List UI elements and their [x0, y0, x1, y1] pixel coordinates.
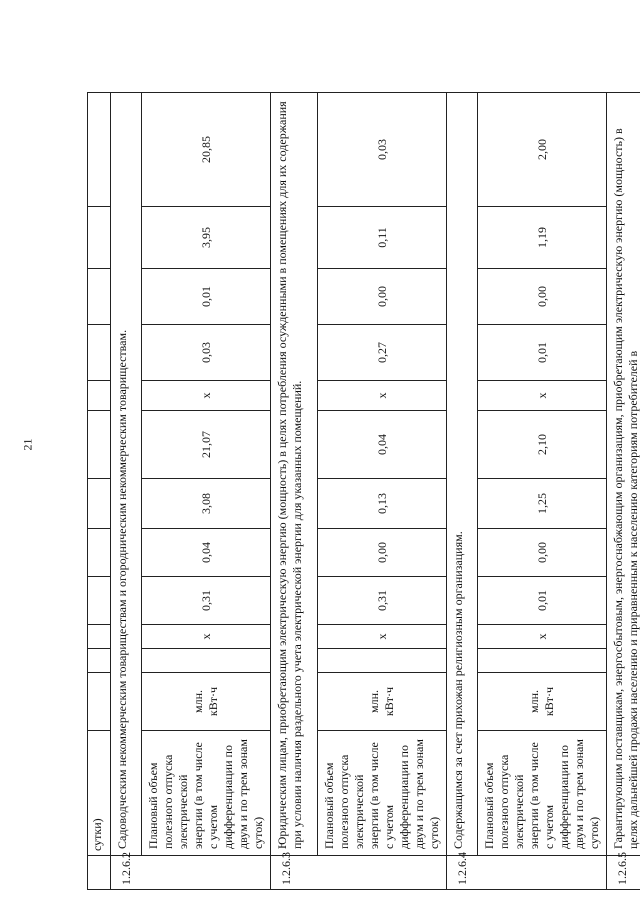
value-cell: 0,13 — [318, 479, 447, 529]
table-row — [318, 93, 447, 890]
value-cell: 0,00 — [318, 529, 447, 577]
value-cell — [318, 649, 447, 673]
value-cell: 0,01 — [478, 325, 607, 381]
section-code: 1.2.6.2 — [111, 856, 271, 890]
value-cell: 3,08 — [142, 479, 271, 529]
value-cell: х — [478, 625, 607, 649]
table-row — [111, 93, 142, 890]
value-cell: 0,27 — [318, 325, 447, 381]
value-cell: 0,04 — [318, 411, 447, 479]
table-row — [478, 93, 607, 890]
value-cell: 0,31 — [142, 577, 271, 625]
section-code: 1.2.6.5 — [607, 856, 640, 890]
section-caption: Юридическим лицам, приобретающим электрическую энергию (мощность) в целях потребления осужденными в помещениях для их содержания при условии наличия раздельного учета электрической энергии для указанных помещений. — [271, 93, 318, 856]
table-row — [271, 93, 318, 890]
value-cell: 0,01 — [142, 269, 271, 325]
value-cell: 2,00 — [478, 93, 607, 207]
value-cell: 3,95 — [142, 207, 271, 269]
value-cell: 20,85 — [142, 93, 271, 207]
section-caption: Гарантирующим поставщикам, энергосбытовым, энергоснабжающим организациям, приобретающим электрическую энергию (мощность) в целях дальнейшей продажи населению и приравненным к населению категориям потребителей в — [607, 93, 640, 856]
table-row — [447, 93, 478, 890]
value-cell: 0,31 — [318, 577, 447, 625]
value-cell: 2,10 — [478, 411, 607, 479]
row-name: Плановый объем полезного отпуска электрической энергии (в том числе с учетом дифференциации по двум и по трем зонам суток) — [318, 731, 447, 856]
section-caption: Содержащимся за счет прихожан религиозным организациям. — [447, 93, 478, 856]
value-cell: 0,01 — [478, 577, 607, 625]
table-row — [142, 93, 271, 890]
row-name: Плановый объем полезного отпуска электрической энергии (в том числе с учетом дифференциации по двум и по трем зонам суток) — [142, 731, 271, 856]
row-unit: млн. кВт·ч — [142, 673, 271, 731]
rotated-table-container — [87, 93, 640, 890]
value-cell: х — [318, 381, 447, 411]
table-row — [88, 93, 111, 890]
row-unit: млн. кВт·ч — [318, 673, 447, 731]
tariff-volume-table — [87, 92, 640, 890]
value-cell: 0,00 — [318, 269, 447, 325]
value-cell: 1,19 — [478, 207, 607, 269]
section-caption: Садоводческим некоммерческим товариществам и огородническим некоммерческим товариществам. — [111, 93, 142, 856]
table-row — [607, 93, 640, 890]
value-cell: 0,00 — [478, 269, 607, 325]
page-number: 21 — [20, 438, 35, 451]
code-cell — [88, 856, 111, 890]
value-cell: 0,04 — [142, 529, 271, 577]
value-cell: 21,07 — [142, 411, 271, 479]
value-cell: 0,00 — [478, 529, 607, 577]
value-cell: х — [478, 381, 607, 411]
value-cell: 0,11 — [318, 207, 447, 269]
value-cell: 1,25 — [478, 479, 607, 529]
value-cell: х — [142, 381, 271, 411]
name-cell: сутки) — [88, 731, 111, 856]
section-code: 1.2.6.3 — [271, 856, 447, 890]
row-unit: млн. кВт·ч — [478, 673, 607, 731]
table-frame — [87, 93, 640, 890]
value-cell — [478, 649, 607, 673]
value-cell: х — [318, 625, 447, 649]
value-cell: 0,03 — [318, 93, 447, 207]
value-cell: 0,03 — [142, 325, 271, 381]
row-name: Плановый объем полезного отпуска электрической энергии (в том числе с учетом дифференциации по двум и по трем зонам суток) — [478, 731, 607, 856]
value-cell: х — [142, 625, 271, 649]
section-code: 1.2.6.4 — [447, 856, 607, 890]
value-cell — [142, 649, 271, 673]
